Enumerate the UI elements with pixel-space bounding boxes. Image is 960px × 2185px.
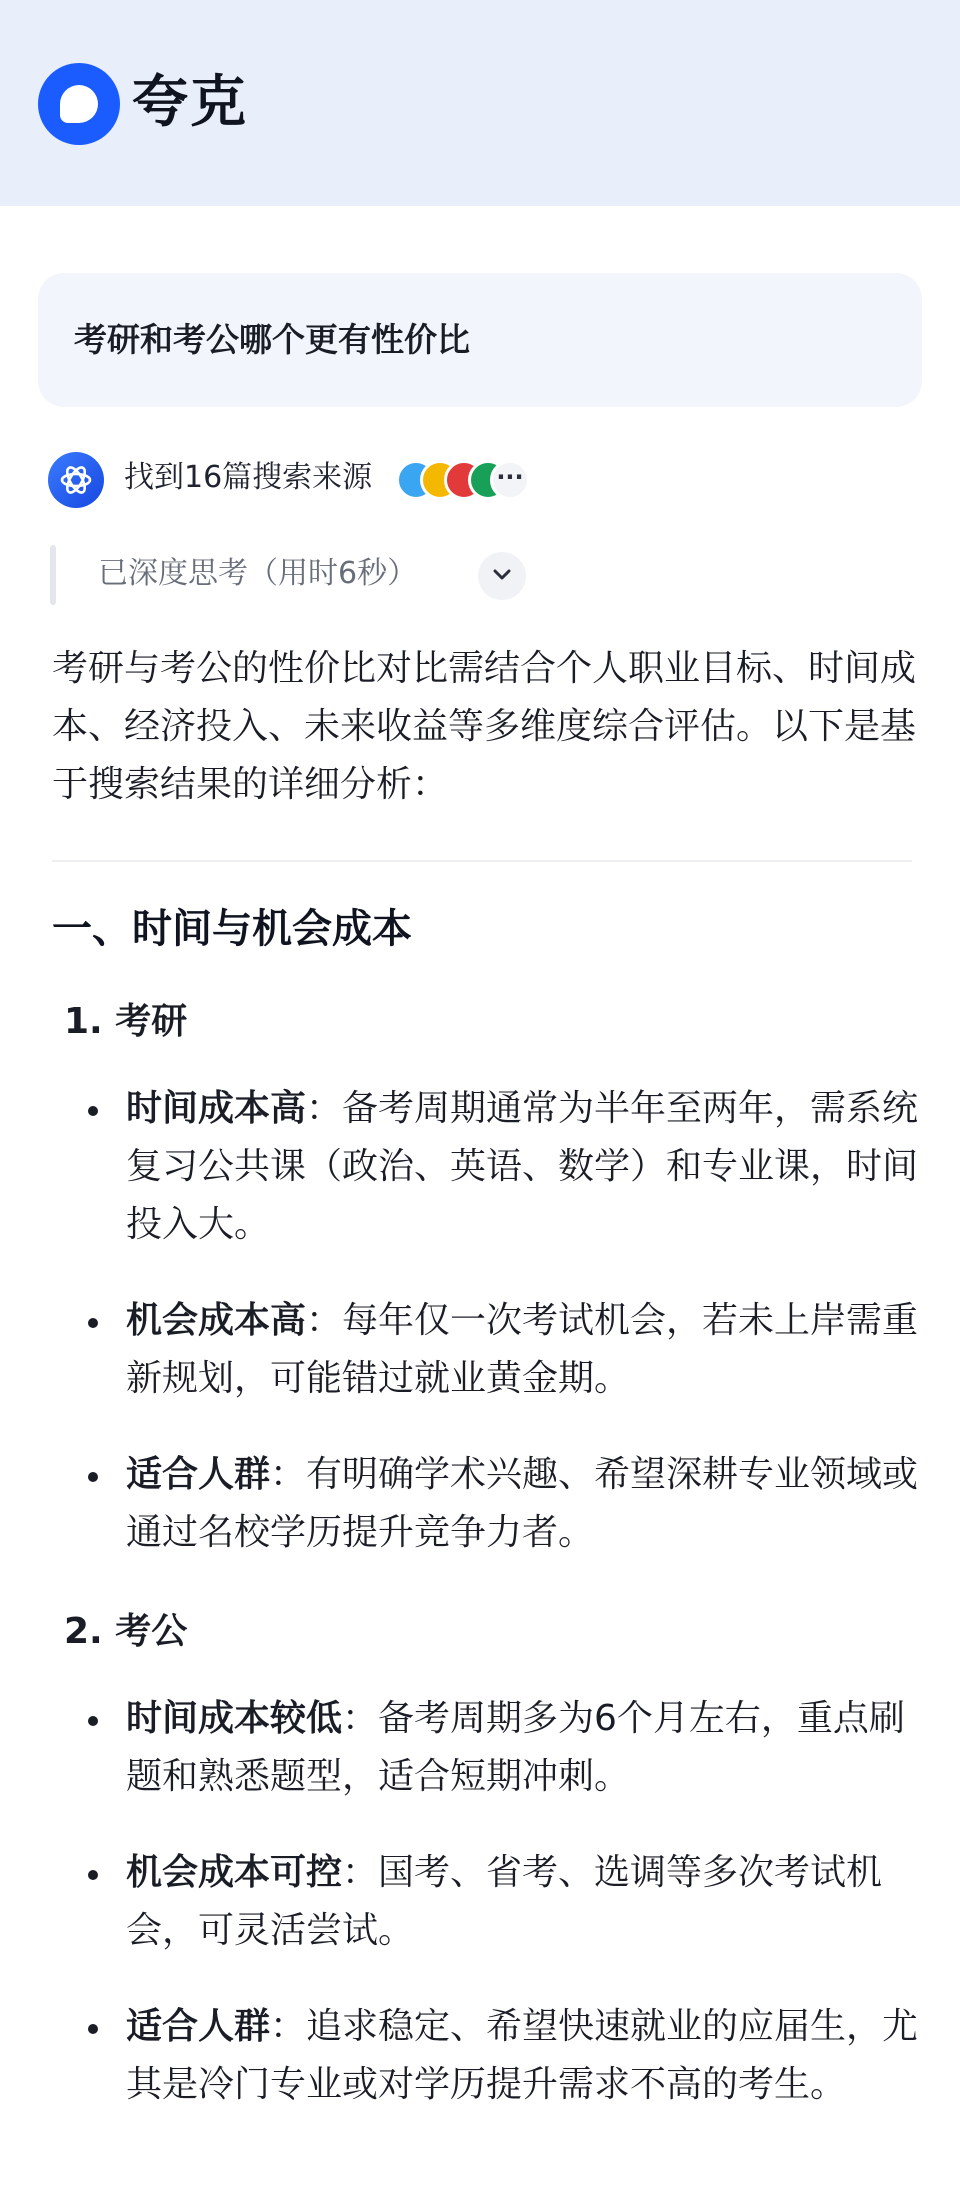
bullet-dot <box>88 1472 98 1482</box>
subsection-heading-kaoyan: 1. 考研 <box>64 1001 188 1042</box>
app-brand-name: 夸克 <box>132 70 248 135</box>
item-key: 时间成本较低 <box>126 1698 343 1739</box>
item-sep: ： <box>306 1088 343 1129</box>
query-card[interactable] <box>38 273 922 407</box>
answer-intro: 考研与考公的性价比对比需结合个人职业目标、时间成本、经济投入、未来收益等多维度综合评估。以下是基于搜索结果的详细分析： <box>52 648 917 805</box>
source-favicons[interactable] <box>396 456 536 504</box>
quark-logo-icon[interactable] <box>38 63 120 145</box>
query-text: 考研和考公哪个更有性价比 <box>74 320 470 359</box>
item-text: 备考周期通常为半年至两年，需系统复习公共课（政治、英语、数学）和专业课，时间投入大。 <box>126 1088 919 1245</box>
divider <box>52 860 912 862</box>
sources-row[interactable] <box>48 448 748 508</box>
item-key: 时间成本高 <box>126 1088 307 1129</box>
bullet-dot <box>88 1318 98 1328</box>
item-key: 适合人群 <box>126 2006 271 2047</box>
list-item <box>126 1844 926 1960</box>
thinking-label[interactable]: 已深度思考（用时6秒） <box>98 556 418 591</box>
list-item <box>126 1080 926 1254</box>
item-text: 有明确学术兴趣、希望深耕专业领域或通过名校学历提升竞争力者。 <box>126 1454 919 1553</box>
ai-atom-icon <box>48 452 104 508</box>
item-key: 机会成本高 <box>126 1300 307 1341</box>
more-sources-icon[interactable]: ··· <box>490 460 530 500</box>
item-text: 备考周期多为6个月左右，重点刷题和熟悉题型，适合短期冲刺。 <box>126 1698 905 1797</box>
section-heading: 一、时间与机会成本 <box>52 906 412 952</box>
item-text: 国考、省考、选调等多次考试机会，可灵活尝试。 <box>126 1852 883 1951</box>
list-item <box>126 1292 926 1408</box>
item-text: 每年仅一次考试机会，若未上岸需重新规划，可能错过就业黄金期。 <box>126 1300 919 1399</box>
list-item <box>126 1690 926 1806</box>
sources-count-label: 找到16篇搜索来源 <box>124 460 373 495</box>
item-sep: ： <box>306 1300 343 1341</box>
item-sep: ： <box>342 1698 379 1739</box>
thinking-quote-bar <box>50 545 56 605</box>
bullet-dot <box>88 1870 98 1880</box>
bullet-dot <box>88 2024 98 2034</box>
item-key: 适合人群 <box>126 1454 271 1495</box>
subsection-heading-kaogong: 2. 考公 <box>64 1611 188 1652</box>
bullet-dot <box>88 1106 98 1116</box>
item-text: 追求稳定、希望快速就业的应届生，尤其是冷门专业或对学历提升需求不高的考生。 <box>126 2006 919 2105</box>
chevron-down-icon[interactable] <box>478 552 526 600</box>
item-sep: ： <box>270 2006 307 2047</box>
list-item <box>126 1998 926 2114</box>
bullet-dot <box>88 1716 98 1726</box>
item-key: 机会成本可控 <box>126 1852 343 1893</box>
item-sep: ： <box>342 1852 379 1893</box>
item-sep: ： <box>270 1454 307 1495</box>
list-item <box>126 1446 926 1562</box>
app-header <box>0 0 960 206</box>
